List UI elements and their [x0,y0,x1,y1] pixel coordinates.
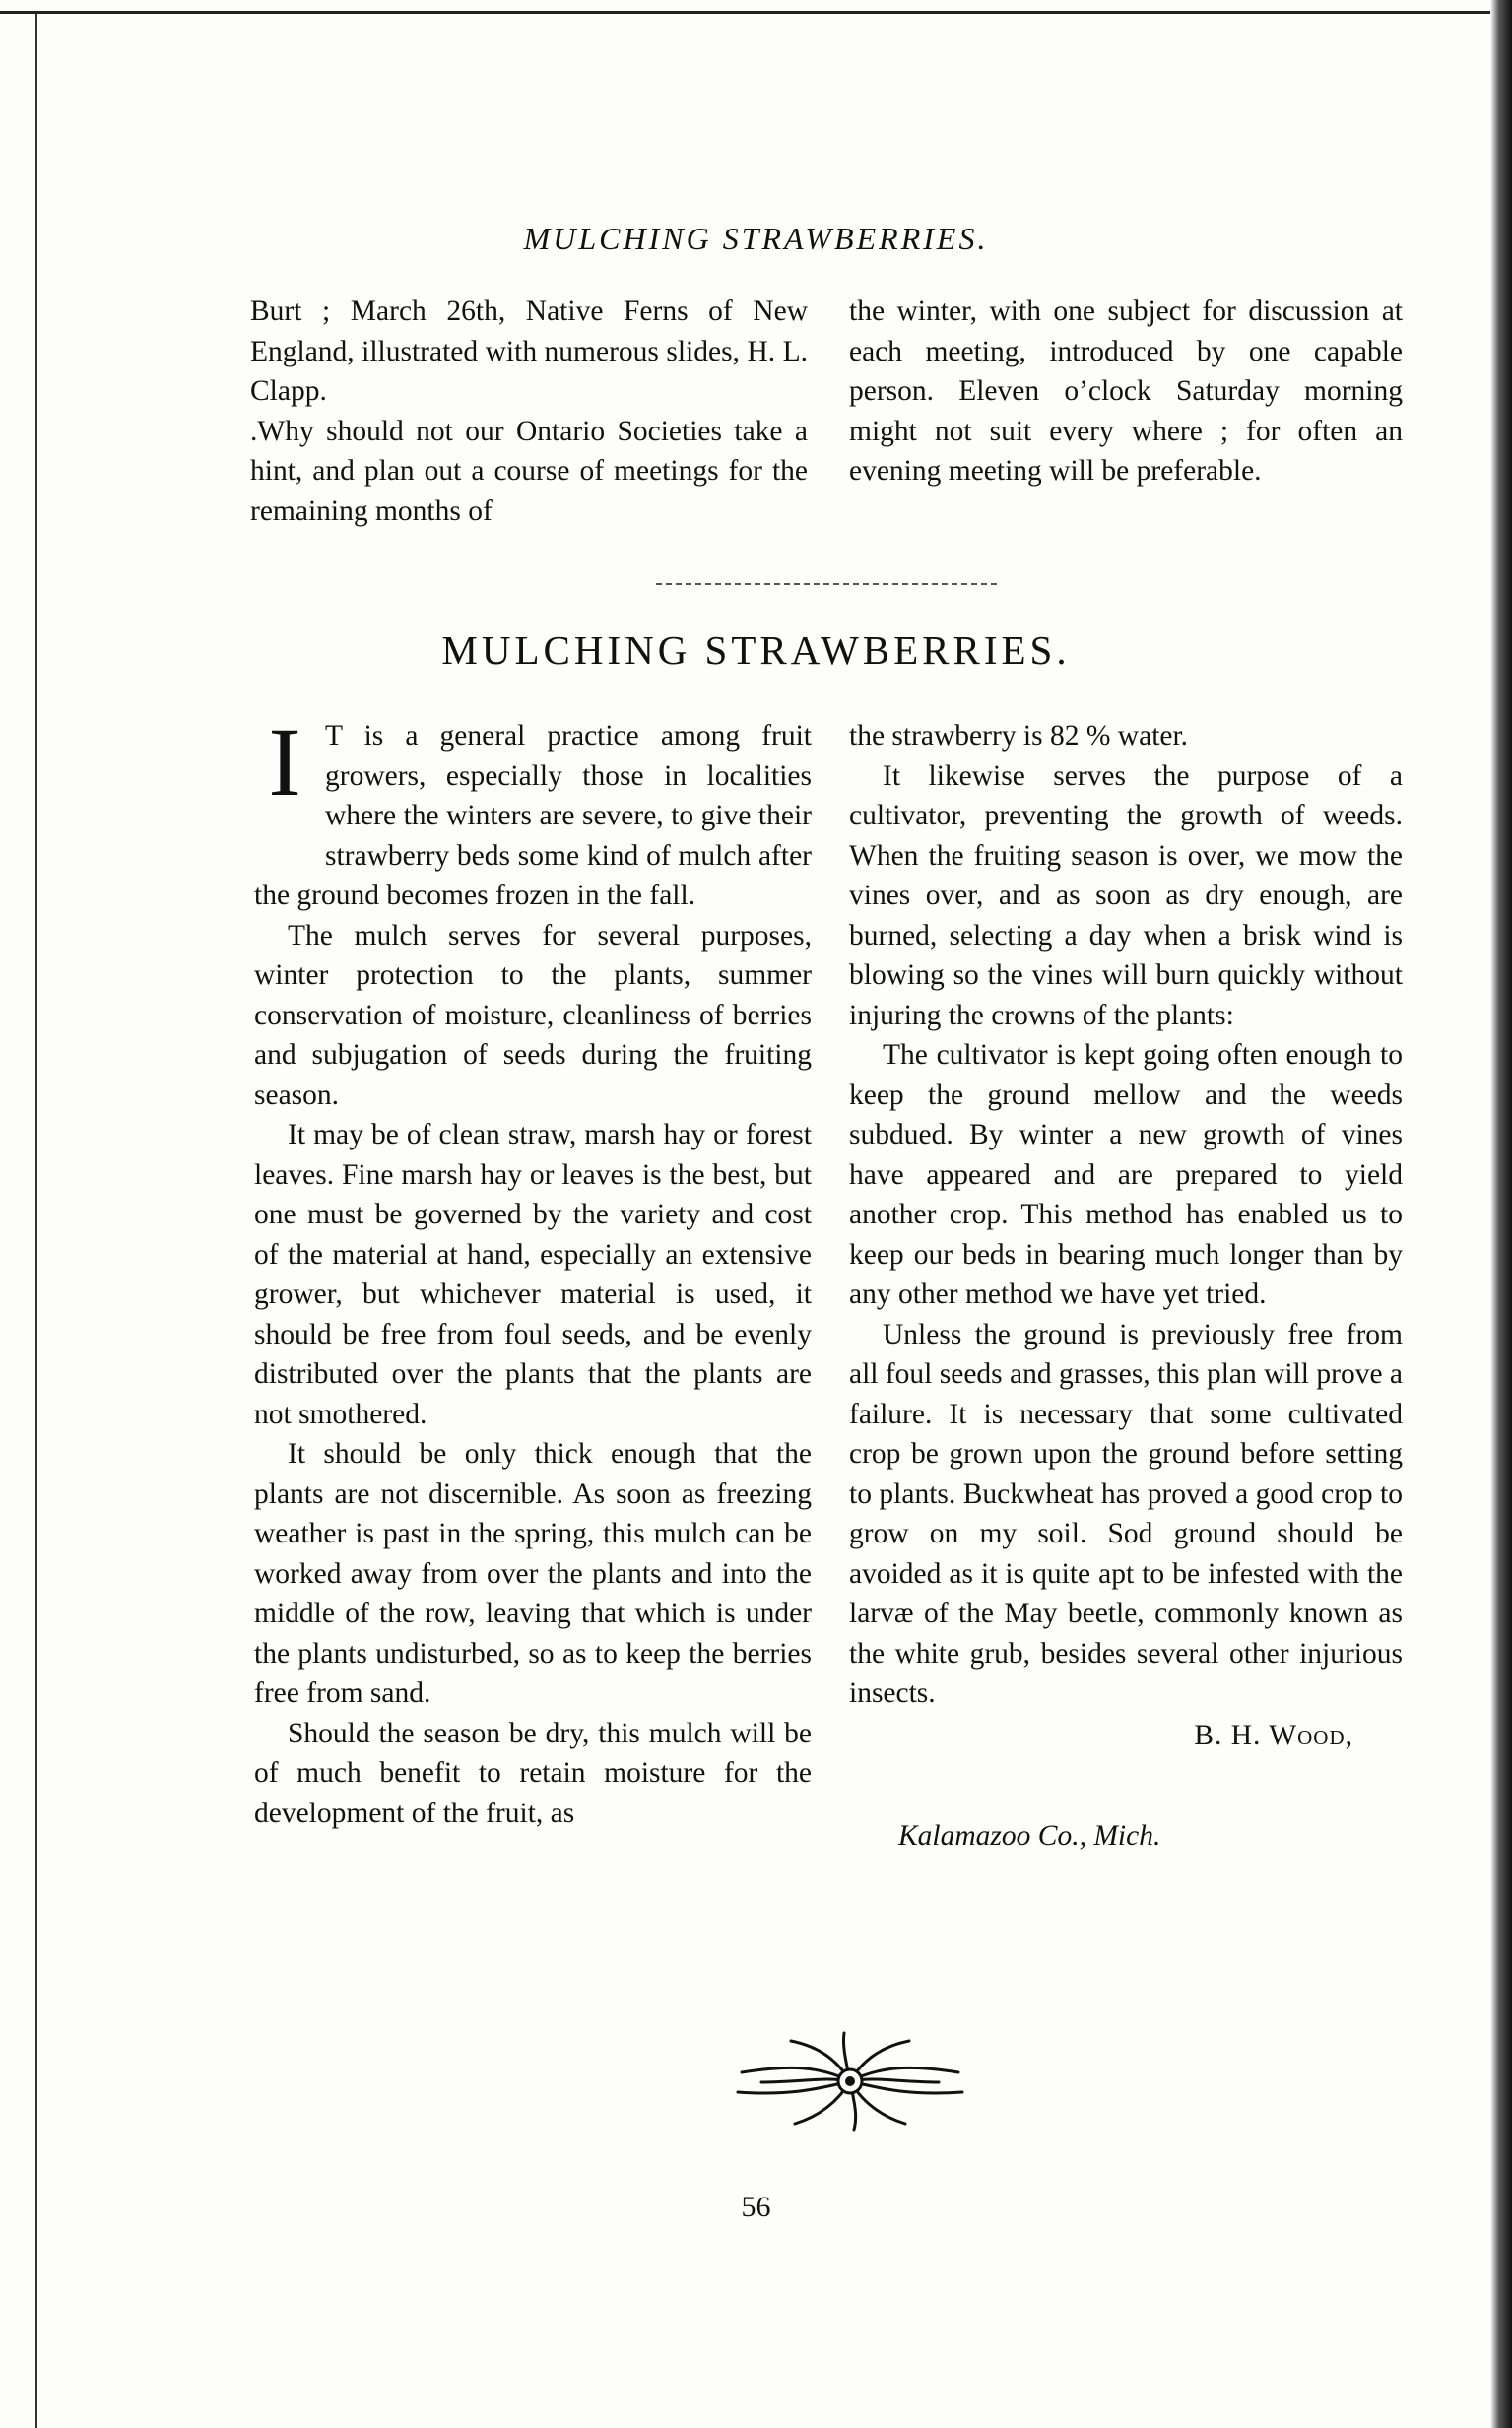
paragraph: It likewise serves the purpose of a cultivator, preventing the growth of weeds. When the fruiting season is over, we mow the vines over, and as soon as dry enough, are burned, selecting a day when a brisk wind is blowing so the vines will burn quickly without injuring the crowns of the plants: [849,759,1403,1031]
running-head: MULCHING STRAWBERRIES. [523,221,989,256]
paragraph: Unless the ground is previously free from all foul seeds and grasses, this plan will prove a failure. It is necessary that some cultivated crop be grown upon the ground before setting to plants. Buckwheat has proved a good crop to grow on my soil. Sod ground should be avoided as it is quite apt to be infested with the larvæ of the May beetle, commonly known as the white grub, besides several other injurious insects. [849,1318,1404,1709]
page-top-border [0,0,1512,14]
article-title: MULCHING STRAWBERRIES. [441,627,1071,673]
article-right-column [849,716,1403,1857]
top-right-column [849,292,1403,492]
first-paragraph [254,707,812,916]
drop-cap: I [268,707,301,817]
author-location: Kalamazoo Co., Mich. [898,1820,1161,1852]
page-number: 56 [741,2191,771,2223]
page-left-edge [35,14,37,2428]
paragraph: It should be only thick enough that the plants are not discernible. As soon as freezing weather is past in the spring, this mulch can be worked away from over the plants and into the middle of the row, leaving that which is under the plants undisturbed, so as to keep the berries free from sand. [254,1438,812,1709]
paragraph: the winter, with one subject for discussion at each meeting, introduced by one capable person. Eleven o’clock Saturday morning might not suit every where ; for often an evening meeting will be preferable. [849,295,1403,487]
paragraph: Burt ; March 26th, Native Ferns of New England, illustrated with numerous slides, H. L. Clapp. [250,295,808,407]
article-left-column [254,707,812,1833]
paragraph: The mulch serves for several purposes, winter protection to the plants, summer conservation of moisture, cleanliness of berries and subjugation of seeds during the fruiting season. [254,919,812,1111]
author-signature: B. H. Wood, [1194,1719,1353,1751]
paragraph: Should the season be dry, this mulch will be of much benefit to retain moisture for the development of the fruit, as [254,1717,812,1829]
paragraph: the strawberry is 82 % water. [849,720,1189,752]
first-paragraph-text: T is a general practice among fruit growers, especially those in localities where the winters are severe, to give their strawberry beds some kind of mulch after the ground becomes frozen in the fall. [254,720,812,911]
paragraph: The cultivator is kept going often enough to keep the ground mellow and the weeds subdued. By winter a new growth of vines have appeared and are prepared to yield another crop. This method has enabled us to keep our beds in bearing much longer than by any other method we have yet tried. [849,1039,1403,1310]
paragraph: It may be of clean straw, marsh hay or forest leaves. Fine marsh hay or leaves is the best, but one must be governed by the variety and cost of the material at hand, especially an extensive grower, but whichever material is used, it should be free from foul seeds, and be evenly distributed over the plants that the plants are not smothered. [254,1119,812,1430]
paragraph: .Why should not our Ontario Societies take a hint, and plan out a course of meetings for the remaining months of [250,415,808,527]
page-right-edge [1490,0,1512,2428]
top-left-column [250,292,808,531]
section-divider [656,583,997,585]
sun-ornament-icon [722,2027,978,2135]
